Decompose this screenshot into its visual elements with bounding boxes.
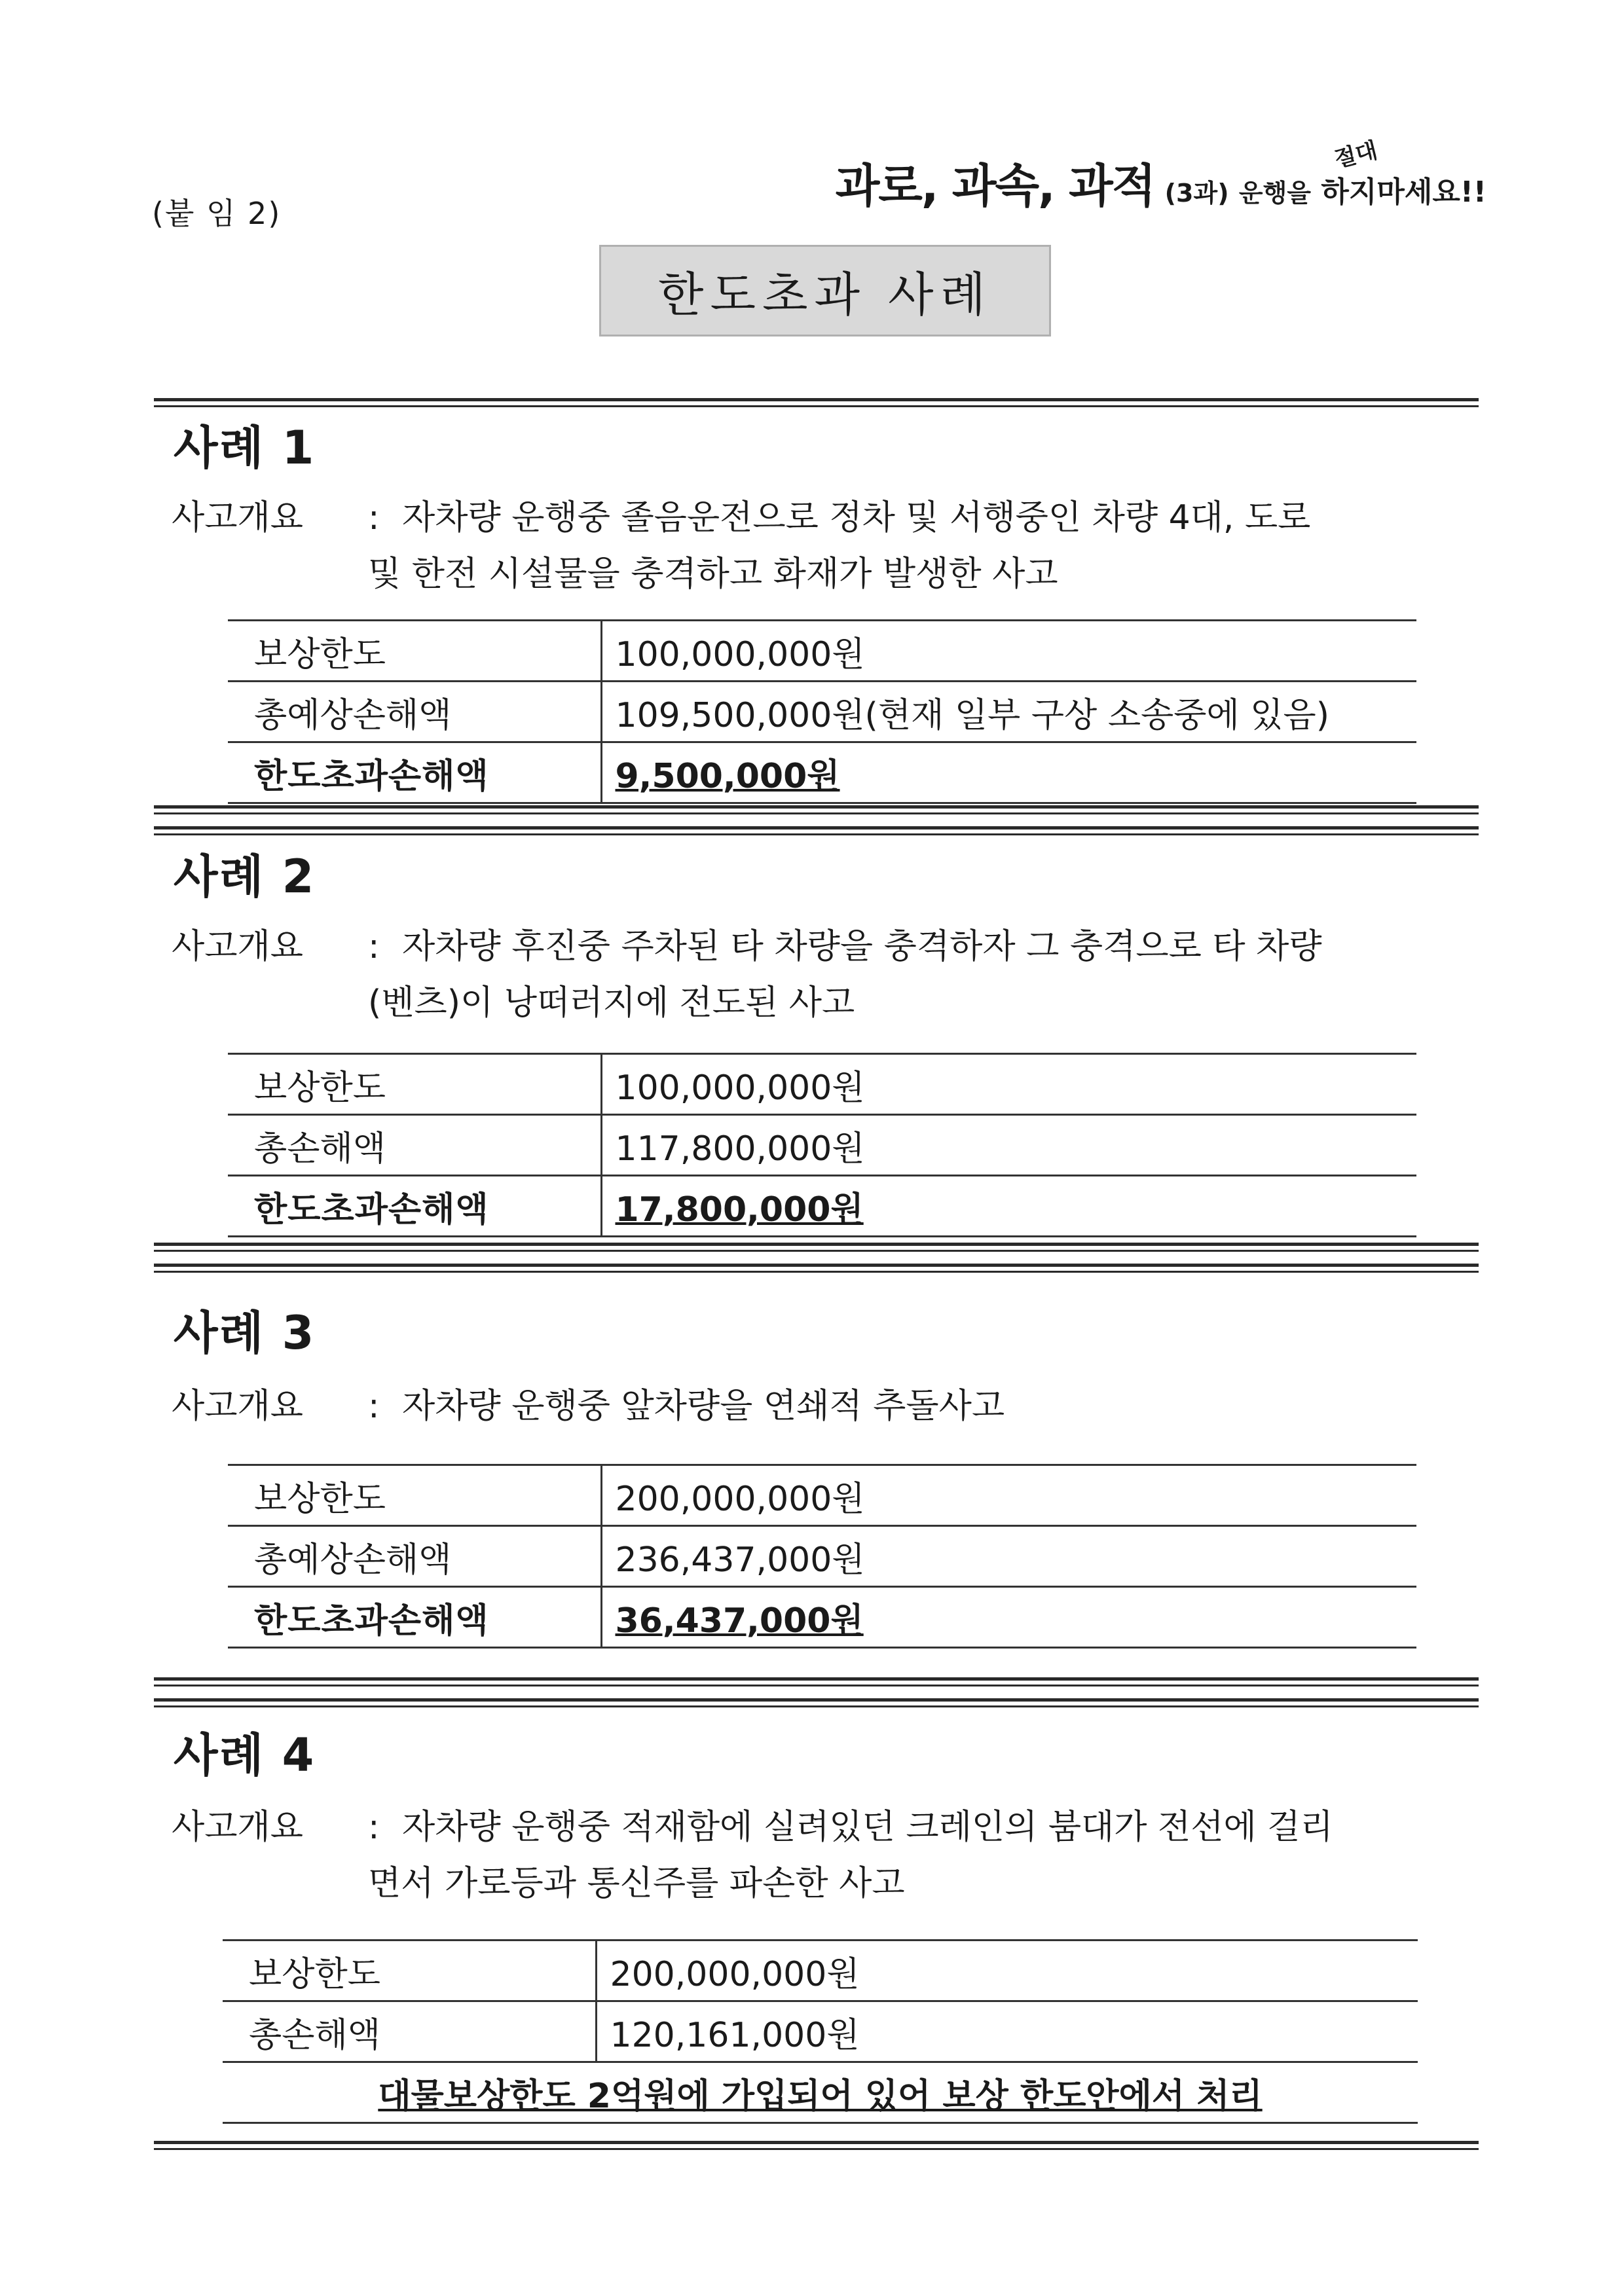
- table-row: [228, 742, 1416, 803]
- table-row: [228, 1465, 1416, 1526]
- row-value: 200,000,000원: [601, 1465, 1416, 1526]
- divider: [154, 805, 1479, 814]
- table-row: [228, 1115, 1416, 1176]
- case-2-summary: 사고개요 : 자차량 후진중 주차된 타 차량을 충격하자 그 충격으로 타 차량 (벤츠)이 낭떠러지에 전도된 사고: [172, 919, 1475, 1031]
- table-row: [228, 1526, 1416, 1587]
- row-value: 117,800,000원: [601, 1115, 1416, 1176]
- row-label: 보상한도: [223, 1941, 596, 2001]
- table-row: [228, 682, 1416, 742]
- row-value: 17,800,000원: [601, 1176, 1416, 1237]
- case-4-heading: 사례 4: [174, 1728, 316, 1782]
- row-value: 200,000,000원: [596, 1941, 1418, 2001]
- table-row: [228, 621, 1416, 682]
- case-3-table: [228, 1464, 1416, 1649]
- row-label: 총예상손해액: [228, 1526, 601, 1587]
- summary-line: 자차량 운행중 앞차량을 연쇄적 추돌사고: [402, 1387, 1005, 1426]
- summary-line: 자차량 운행중 졸음운전으로 정차 및 서행중인 차량 4대, 도로: [402, 498, 1311, 538]
- divider: [154, 1264, 1479, 1273]
- case-3-summary: 사고개요 : 자차량 운행중 앞차량을 연쇄적 추돌사고: [172, 1378, 1475, 1434]
- summary-label: 사고개요: [172, 498, 303, 538]
- summary-label: 사고개요: [172, 1808, 303, 1847]
- case-2-table: [228, 1053, 1416, 1237]
- summary-label: 사고개요: [172, 1387, 303, 1426]
- table-row: [228, 1176, 1416, 1237]
- summary-line: 면서 가로등과 통신주를 파손한 사고: [368, 1864, 905, 1903]
- row-label: 총손해액: [228, 1115, 601, 1176]
- divider: [154, 826, 1479, 835]
- row-value: 109,500,000원(현재 일부 구상 소송중에 있음): [601, 682, 1416, 742]
- slogan-dont: 하지마세요!!: [1321, 175, 1486, 209]
- summary-line: 자차량 후진중 주차된 타 차량을 충격하자 그 충격으로 타 차량: [402, 927, 1322, 966]
- row-value: 36,437,000원: [601, 1587, 1416, 1648]
- summary-line: 자차량 운행중 적재함에 실려있던 크레인의 붐대가 전선에 걸리: [402, 1808, 1333, 1847]
- slogan-never: 절대: [1332, 137, 1380, 173]
- case-3-heading: 사례 3: [174, 1306, 316, 1360]
- table-row: [223, 2001, 1418, 2062]
- divider: [154, 1698, 1479, 1707]
- row-label: 총손해액: [223, 2001, 596, 2062]
- summary-line: (벤츠)이 낭떠러지에 전도된 사고: [368, 983, 855, 1023]
- row-label: 총예상손해액: [228, 682, 601, 742]
- slogan-main: 과로, 과속, 과적: [835, 159, 1155, 213]
- row-label: 보상한도: [228, 1054, 601, 1115]
- divider: [154, 2141, 1479, 2150]
- case-4-note: 대물보상한도 2억원에 가입되어 있어 보상 한도안에서 처리: [223, 2062, 1418, 2123]
- divider: [154, 1677, 1479, 1686]
- table-row: [223, 1941, 1418, 2001]
- case-1-heading: 사례 1: [174, 421, 316, 475]
- row-label: 한도초과손해액: [228, 1587, 601, 1648]
- safety-slogan: [835, 137, 1486, 215]
- row-value: 120,161,000원: [596, 2001, 1418, 2062]
- table-row: [228, 1054, 1416, 1115]
- summary-label: 사고개요: [172, 927, 303, 966]
- case-1-summary: 사고개요 : 자차량 운행중 졸음운전으로 정차 및 서행중인 차량 4대, 도로 및 한전 시설물을 충격하고 화재가 발생한 사고: [172, 490, 1475, 602]
- row-value: 9,500,000원: [601, 742, 1416, 803]
- row-label: 한도초과손해액: [228, 742, 601, 803]
- table-row: [228, 1587, 1416, 1648]
- attachment-label: (붙 임 2): [152, 196, 282, 231]
- slogan-stamp: [1321, 137, 1486, 210]
- slogan-3gwa: (3과): [1164, 179, 1229, 208]
- page-title: 한도초과 사례: [599, 245, 1051, 337]
- case-4-table: [223, 1939, 1418, 2124]
- case-4-summary: 사고개요 : 자차량 운행중 적재함에 실려있던 크레인의 붐대가 전선에 걸리 면서 가로등과 통신주를 파손한 사고: [172, 1799, 1475, 1912]
- row-label: 보상한도: [228, 621, 601, 682]
- row-value: 100,000,000원: [601, 621, 1416, 682]
- divider: [154, 398, 1479, 407]
- row-value: 100,000,000원: [601, 1054, 1416, 1115]
- row-label: 한도초과손해액: [228, 1176, 601, 1237]
- slogan-driving: 운행을: [1238, 179, 1312, 208]
- case-1-table: [228, 619, 1416, 804]
- row-value: 236,437,000원: [601, 1526, 1416, 1587]
- summary-line: 및 한전 시설물을 충격하고 화재가 발생한 사고: [368, 555, 1058, 594]
- divider: [154, 1243, 1479, 1252]
- table-row: [223, 2062, 1418, 2123]
- case-2-heading: 사례 2: [174, 850, 316, 903]
- row-label: 보상한도: [228, 1465, 601, 1526]
